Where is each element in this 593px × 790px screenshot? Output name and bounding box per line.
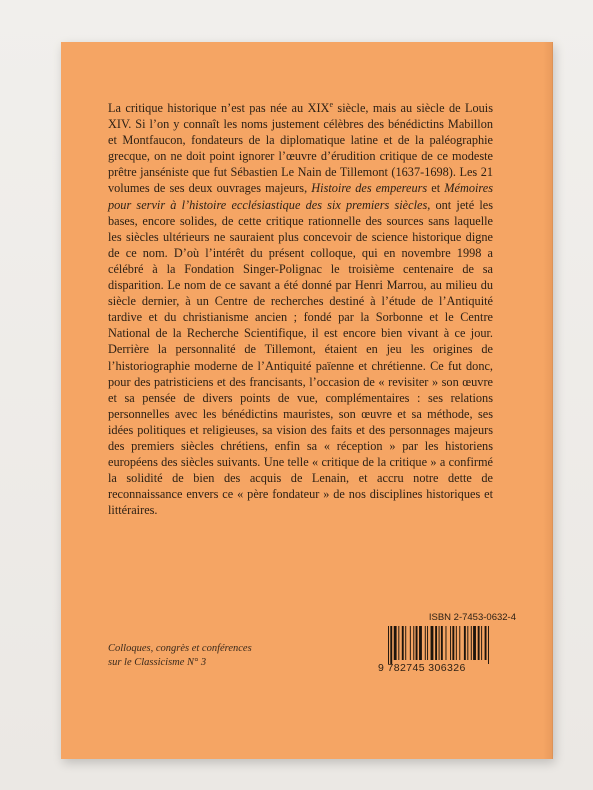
barcode-bar (388, 626, 389, 664)
book-back-cover (61, 42, 553, 759)
barcode-bar (431, 626, 434, 660)
barcode-bar (456, 626, 457, 660)
barcode-bar (441, 626, 443, 660)
barcode-bar (439, 626, 440, 660)
barcode-bar (459, 626, 460, 660)
barcode-bar (446, 626, 447, 660)
barcode-bar (464, 626, 466, 660)
barcode-bar (427, 626, 428, 660)
barcode-bar (425, 626, 426, 660)
barcode-bar (478, 626, 480, 660)
barcode-bar (435, 626, 437, 660)
cover-edge-shadow (543, 42, 553, 759)
blurb-text-1b: siècle, mais au siècle de Louis XIV. Si l’on y connaît les noms justement célèbres des bénédictins Mabillon et Montfaucon, fondateurs de la diplomatique latine et de la paléographie grecque, on ne doit point ignorer l’œuvre d’érudition critique de ce modeste prêtre janséniste que fut Sébastien Le Nain de Tillemont (1637-1698). Les 21 volumes de ses deux ouvrages majeurs, (108, 101, 493, 196)
barcode-bar (467, 626, 468, 660)
back-cover-blurb (108, 100, 493, 518)
blurb-title-1: Histoire des empereurs (311, 181, 428, 196)
isbn-barcode-block (378, 608, 516, 676)
barcode-bar (485, 626, 487, 660)
blurb-text-1a: La critique historique n’est pas née au XIX (108, 101, 330, 115)
barcode-bar (410, 626, 411, 660)
barcode-bar (488, 626, 489, 664)
barcode-bar (481, 626, 482, 660)
series-line-1: Colloques, congrès et conférences (108, 643, 252, 654)
blurb-text-2: , ont jeté les bases, encore solides, de cette critique rationnelle des sources sans laquelle les siècles ultérieurs ne sauraient plus concevoir de science historique digne de ce nom. D’où l’intérêt du présent colloque, qui en novembre 1998 a célébré à la Fondation Singer-Polignac le troisième centenaire de sa disparition. Le nom de ce savant a été donné par Henri Marrou, au milieu du siècle dernier, à un Centre de recherches destiné à l’étude de l’Antiquité tardive et du christianisme ancien ; fondé par la Sorbonne et le Centre National de la Recherche Scientifique, il est encore bien vivant à ce jour. Derrière la personnalité de Tillemont, étaient en jeu les origines de l’historiographie moderne de l’Antiquité païenne et chrétienne. Ce fut donc, pour des patristiciens et des francisants, l’occasion de « revisiter » son œuvre et sa pensée de divers points de vue, complémentaires : ses relations personnelles avec les bénédictins mauristes, son œuvre et sa méthode, ses idées politiques et religieuses, sa vision des faits et des personnages majeurs des premiers siècles chrétiens, enfin sa « réception » par les historiens européens des siècles suivants. Une telle « critique de la critique » a confirmé la solidité de bien des acquis de Lenain, et accru notre dette de reconnaissance envers ce « père fondateur » de nos disciplines historiques et littéraires. (108, 197, 494, 518)
barcode (378, 626, 516, 664)
barcode-bar (390, 626, 392, 664)
blurb-superscript: e (329, 99, 333, 109)
series-line-2: sur le Classicisme N° 3 (108, 657, 207, 668)
barcode-bar (450, 626, 451, 660)
blurb-title-2: Mémoires pour servir à l’histoire ecclésiastique des six premiers siècles (108, 181, 494, 212)
blurb-conjunction: et (427, 181, 445, 196)
barcode-bar (419, 626, 422, 660)
barcode-bar (398, 626, 399, 660)
barcode-bar (402, 626, 404, 660)
barcode-bar (452, 626, 454, 660)
barcode-bar (394, 626, 397, 660)
barcode-bar (413, 626, 414, 660)
barcode-bar (405, 626, 406, 660)
blurb-paragraph (108, 100, 493, 518)
ean-number: 9 782745 306326 (378, 662, 466, 674)
barcode-bar (416, 626, 418, 660)
isbn-label: ISBN 2-7453-0632-4 (428, 612, 516, 623)
barcode-bar (473, 626, 476, 660)
series-title (108, 642, 308, 670)
barcode-bar (471, 626, 472, 660)
